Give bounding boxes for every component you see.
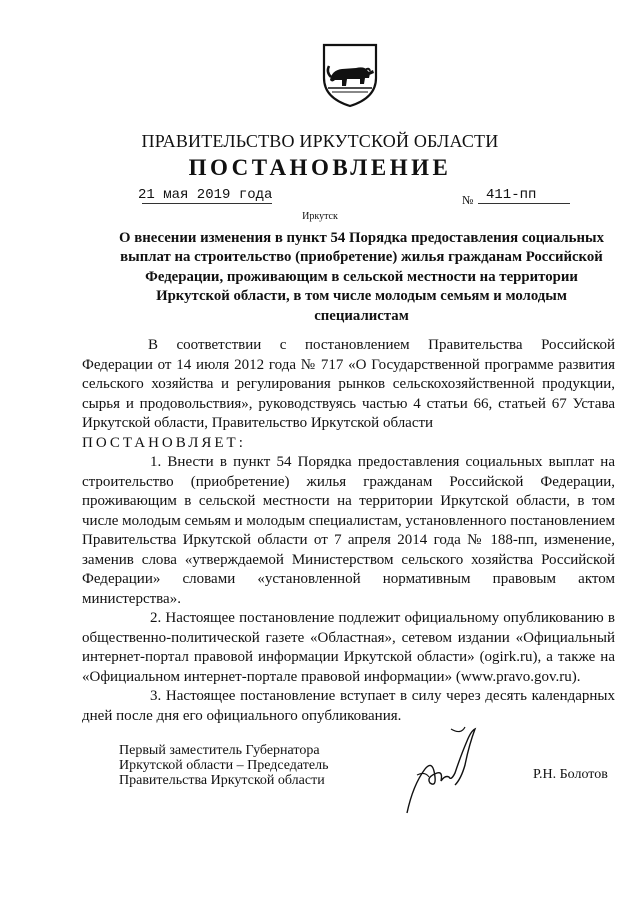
coat-of-arms-icon — [320, 42, 380, 108]
item-1-paragraph: 1. Внести в пункт 54 Порядка предоставления социальных выплат на строительство (приобретение) жилья гражданам Российской Федерации, проживающим в сельской местности на территории Иркутской области, в том числе молодым семьям и молодым специалистам, установленного постановлением Правительства Иркутской области от 7 апреля 2014 года № 188-пп, изменение, заменив слова «утверждаемой Министерством сельского хозяйства Российской Федерации» словами «установленной нормативным правовым актом министерства». — [82, 454, 615, 607]
number-underline — [478, 203, 570, 204]
item-3-paragraph: 3. Настоящее постановление вступает в силу через десять календарных дней после дня его официального опубликования. — [82, 688, 615, 724]
document-title: О внесении изменения в пункт 54 Порядка предоставления социальных выплат на строительство (приобретение) жилья гражданам Российской Федерации, проживающим в сельской местности на территории Иркутской области, в том числе молодым семьям и молодым специалистам — [119, 230, 604, 324]
city-name: Иркутск — [302, 211, 338, 222]
position-line-3: Правительства Иркутской области — [119, 773, 325, 788]
position-line-1: Первый заместитель Губернатора — [119, 743, 320, 758]
position-line-2: Иркутской области – Председатель — [119, 758, 329, 773]
item-2-paragraph: 2. Настоящее постановление подлежит официальному опубликованию в общественно-политической газете «Областная», сетевом издании «Официальный интернет-портал правовой информации Иркутской области» (ogirk.ru), а также на «Официальном интернет-портале правовой информации» (www.pravo.gov.ru). — [82, 610, 615, 685]
document-number: 411-пп — [486, 187, 537, 203]
document-date: 21 мая 2019 года — [138, 187, 273, 203]
document-body — [82, 336, 615, 726]
date-underline — [142, 203, 272, 204]
organization-name: ПРАВИТЕЛЬСТВО ИРКУТСКОЙ ОБЛАСТИ — [141, 131, 499, 151]
handwritten-signature-icon — [395, 725, 487, 817]
document-type: ПОСТАНОВЛЕНИЕ — [188, 155, 452, 180]
signatory-name: Р.Н. Болотов — [533, 767, 608, 782]
resolves-heading: ПОСТАНОВЛЯЕТ: — [82, 434, 246, 451]
preamble-paragraph: В соответствии с постановлением Правительства Российской Федерации от 14 июля 2012 года № 717 «О Государственной программе развития сельского хозяйства и регулирования рынков сельскохозяйственной продукции, сырья и продовольствия», руководствуясь частью 4 статьи 66, статьей 67 Устава Иркутской области, Правительство Иркутской области — [82, 337, 615, 431]
signatory-position — [119, 743, 328, 788]
number-sign: № — [462, 193, 474, 207]
